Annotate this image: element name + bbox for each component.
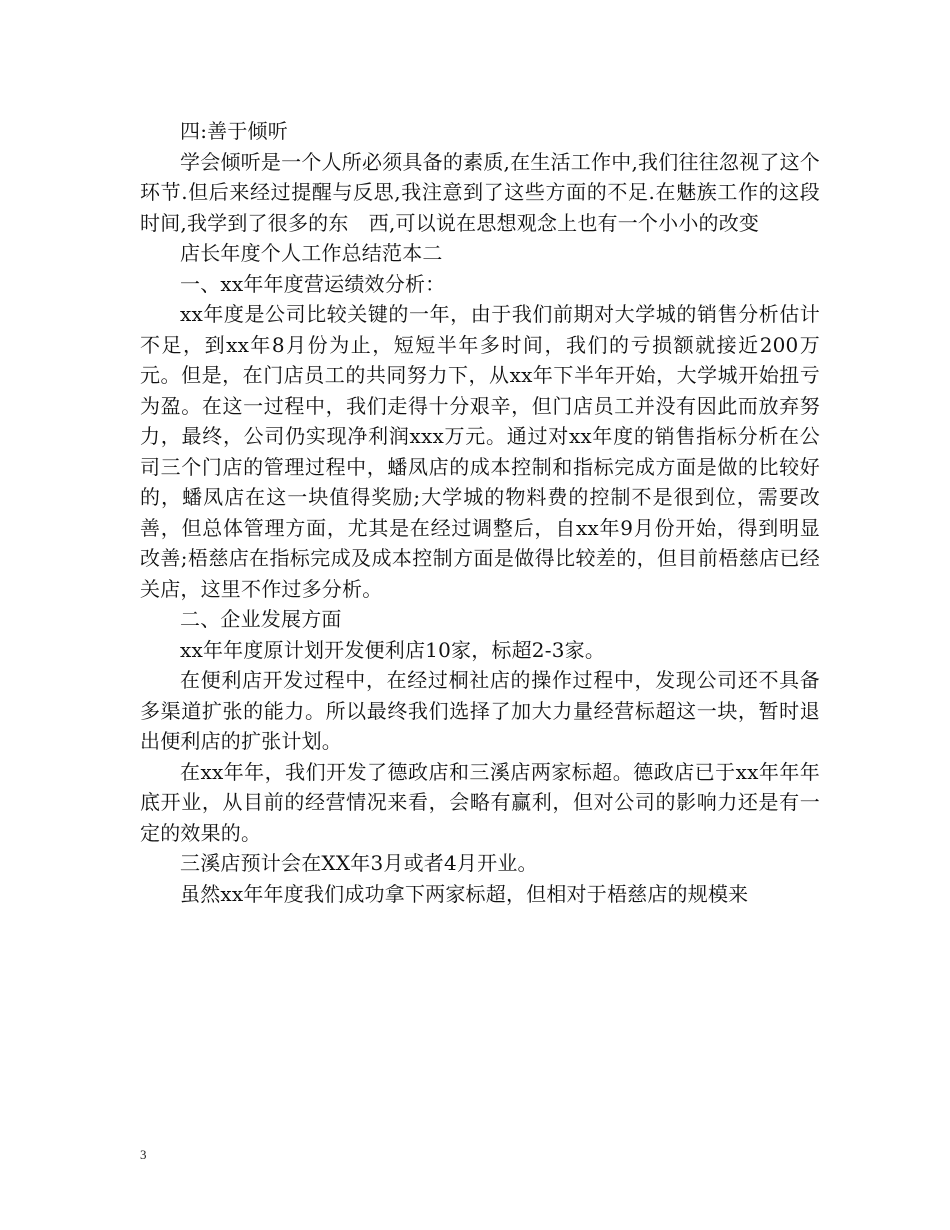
section-heading-performance: 一、xx年年度营运绩效分析： <box>180 271 446 296</box>
section-heading-listening: 四:善于倾听 <box>180 119 288 143</box>
document-subtitle: 店长年度个人工作总结范本二 <box>180 241 443 265</box>
paragraph-sanxi-store: 三溪店预计会在XX年3月或者4月开业。 <box>180 851 538 875</box>
paragraph-listening: 学会倾听是一个人所必须具备的素质,在生活工作中,我们往往忽视了这个环节.但后来经过提醒与反思,我注意到了这些方面的不足.在魅族工作的这段时间,我学到了很多的东 西,可以说在思想观念上也有一个小小的改变 <box>140 149 820 235</box>
paragraph-scale: 虽然xx年年度我们成功拿下两家标超，但相对于梧慈店的规模来 <box>180 881 749 906</box>
paragraph-new-stores: 在xx年年，我们开发了德政店和三溪店两家标超。德政店已于xx年年年底开业，从目前的经营情况来看，会略有赢利，但对公司的影响力还是有一定的效果的。 <box>140 759 820 845</box>
page-number: 3 <box>140 1147 147 1162</box>
paragraph-performance: xx年度是公司比较关键的一年，由于我们前期对大学城的销售分析估计不足，到xx年8月份为止，短短半年多时间，我们的亏损额就接近200万元。但是，在门店员工的共同努力下，从xx年下半年开始，大学城开始扭亏为盈。在这一过程中，我们走得十分艰辛，但门店员工并没有因此而放弃努力，最终，公司仍实现净利润xxx万元。通过对xx年度的销售指标分析在公司三个门店的管理过程中，蟠凤店的成本控制和指标完成方面是做的比较好的，蟠凤店在这一块值得奖励;大学城的物料费的控制不是很到位，需要改善，但总体管理方面，尤其是在经过调整后，自xx年9月份开始，得到明显改善;梧慈店在指标完成及成本控制方面是做得比较差的，但目前梧慈店已经关店，这里不作过多分析。 <box>140 302 820 601</box>
section-heading-development: 二、企业发展方面 <box>180 607 342 631</box>
paragraph-plan: xx年年度原计划开发便利店10家，标超2-3家。 <box>180 637 606 662</box>
paragraph-convenience-store: 在便利店开发过程中，在经过桐社店的操作过程中，发现公司还不具备多渠道扩张的能力。所以最终我们选择了加大力量经营标超这一块，暂时退出便利店的扩张计划。 <box>140 668 820 753</box>
document-body <box>140 116 820 909</box>
